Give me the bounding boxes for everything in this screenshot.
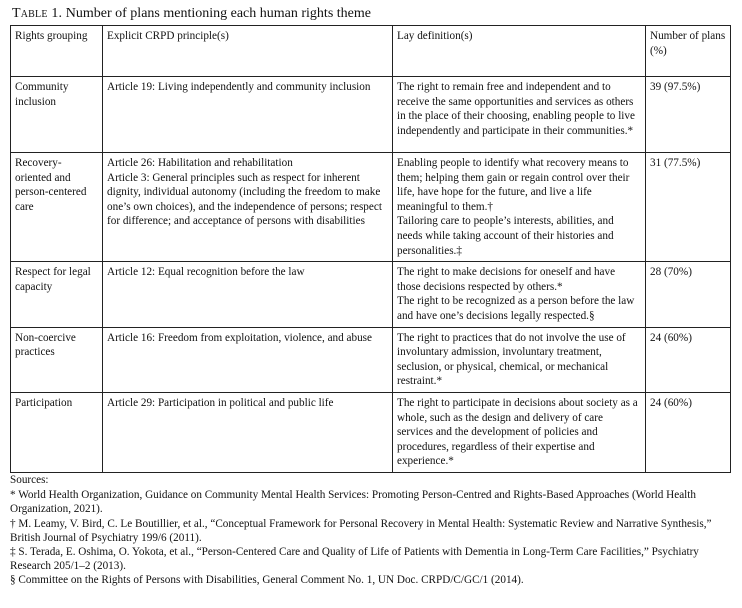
- cell-rights-grouping: Community inclusion: [11, 77, 103, 153]
- table-header-row: [11, 26, 731, 77]
- sources-notes: [10, 473, 736, 588]
- cell-lay-definition: [393, 153, 646, 262]
- cell-lay-definition: The right to participate in decisions about society as a whole, such as the design and delivery of care services and the development of policies and procedures, regardless of their expertise and experience.*: [393, 392, 646, 472]
- column-header-lay-definition: Lay definition(s): [393, 26, 646, 77]
- definition-line: Enabling people to identify what recovery means to them; helping them gain or regain control over their life, have hope for the future, and live a life meaningful to them.†: [397, 157, 630, 213]
- sources-heading: Sources:: [10, 474, 49, 486]
- cell-number-of-plans: 24 (60%): [646, 327, 731, 392]
- source-note: * World Health Organization, Guidance on Community Mental Health Services: Promoting Person-Centred and Rights-Based Approaches (World Health Organization, 2021).: [10, 489, 696, 516]
- source-note: ‡ S. Terada, E. Oshima, O. Yokota, et al., “Person-Centered Care and Quality of Life of Patients with Dementia in Long-Term Care Facilities,” Psychiatry Research 205/1–2 (2013).: [10, 546, 699, 573]
- source-note: † M. Leamy, V. Bird, C. Le Boutillier, et al., “Conceptual Framework for Personal Recovery in Mental Health: Systematic Review and Narrative Synthesis,” British Journal of Psychiatry 199/6 (2011).: [10, 517, 712, 544]
- cell-rights-grouping: Recovery-oriented and person-centered care: [11, 153, 103, 262]
- table-label: Table 1.: [12, 6, 63, 21]
- definition-line: The right to make decisions for oneself and have those decisions respected by others.*: [397, 266, 616, 293]
- table-row: [11, 327, 731, 392]
- column-header-number-of-plans: Number of plans (%): [646, 26, 731, 77]
- source-note: § Committee on the Rights of Persons with Disabilities, General Comment No. 1, UN Doc. CRPD/C/GC/1 (2014).: [10, 574, 524, 587]
- column-header-crpd-principle: Explicit CRPD principle(s): [103, 26, 393, 77]
- cell-rights-grouping: Participation: [11, 392, 103, 472]
- table-row: [11, 77, 731, 153]
- table-row: [11, 392, 731, 472]
- table-title: Number of plans mentioning each human rights theme: [62, 6, 371, 21]
- column-header-rights-grouping: Rights grouping: [11, 26, 103, 77]
- principle-line: Article 3: General principles such as respect for inherent dignity, individual autonomy (including the freedom to make one’s own choices), and the independence of persons; respect for difference; and acceptance of persons with disabilities: [107, 171, 382, 228]
- cell-crpd-principle: Article 29: Participation in political and public life: [103, 392, 393, 472]
- cell-number-of-plans: 28 (70%): [646, 262, 731, 327]
- principle-line: Article 26: Habilitation and rehabilitation: [107, 157, 293, 169]
- cell-crpd-principle: Article 19: Living independently and community inclusion: [103, 77, 393, 153]
- cell-lay-definition: [393, 262, 646, 327]
- cell-crpd-principle: [103, 153, 393, 262]
- cell-lay-definition: The right to remain free and independent and to receive the same opportunities and services as others in the place of their choosing, enabling people to live independently and participate in their communities.*: [393, 77, 646, 153]
- cell-crpd-principle: Article 16: Freedom from exploitation, violence, and abuse: [103, 327, 393, 392]
- human-rights-themes-table: [10, 25, 731, 473]
- cell-crpd-principle: Article 12: Equal recognition before the law: [103, 262, 393, 327]
- cell-rights-grouping: Respect for legal capacity: [11, 262, 103, 327]
- cell-rights-grouping: Non-coercive practices: [11, 327, 103, 392]
- definition-line: The right to be recognized as a person before the law and have one’s decisions legally respected.§: [397, 295, 635, 322]
- cell-number-of-plans: 31 (77.5%): [646, 153, 731, 262]
- table-row: [11, 262, 731, 327]
- table-caption: [12, 5, 371, 23]
- cell-number-of-plans: 39 (97.5%): [646, 77, 731, 153]
- definition-line: Tailoring care to people’s interests, abilities, and needs while taking account of their histories and personalities.‡: [397, 215, 614, 257]
- cell-lay-definition: The right to practices that do not involve the use of involuntary admission, involuntary treatment, seclusion, or physical, chemical, or mechanical restraint.*: [393, 327, 646, 392]
- table-row: [11, 153, 731, 262]
- cell-number-of-plans: 24 (60%): [646, 392, 731, 472]
